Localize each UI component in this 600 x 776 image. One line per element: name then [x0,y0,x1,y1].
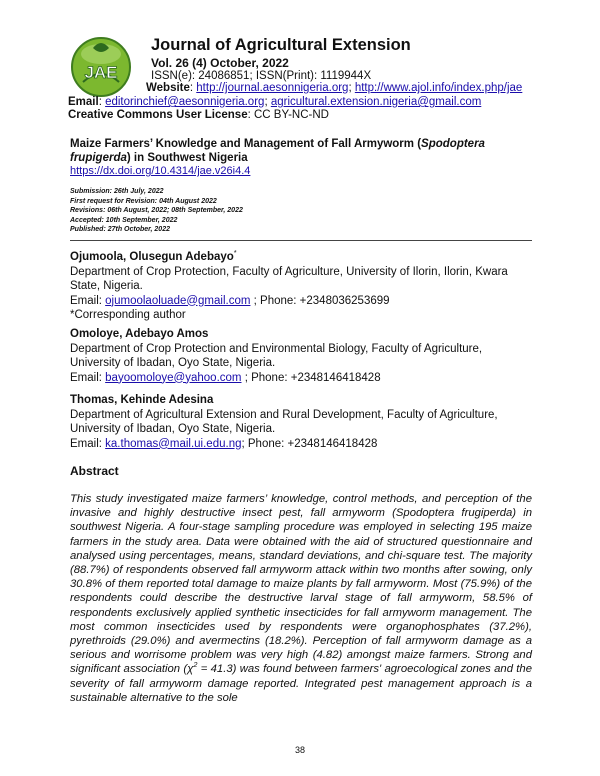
author-block [70,393,532,451]
abstract-body [70,492,532,705]
author-phone: ; Phone: +2348146418428 [241,437,378,450]
abstract-text-1: This study investigated maize farmers’ knowledge, control methods, and perception of the invasive and highly destructive insect pest, fall armyworm (Spodoptera frugiperda) in southwest Nigeria. A four-stage sampling procedure was employed in selecting 195 maize farmers in the study area. Data were obtained with the aid of structured questionnaire and analysed using percentages, means, standard deviations, and chi-square test. The majority (88.7%) of respondents observed fall armyworm attack within two months after sowing, only 30.8% of them reported total damage to maize plants by fall armyworm. Most (75.9%) of the respondents could describe the destructive larval stage of fall armyworm, 58.5% of respondents exclusively applied synthetic insecticides for fall armyworm management. The most common insecticides used by respondents were organophosphates (37.2%), pyrethroids (29.0%) and avermectins (18.2%). Perception of fall armyworm damage as a serious and worrisome problem was very high (4.82) amongst maize farmers. Strong and significant association (χ [70,493,532,676]
author-name: Thomas, Kehinde Adesina [70,394,214,406]
article-title [70,138,540,165]
article-dates [70,187,243,235]
email-line [68,96,481,108]
title-part2: ) in Southwest Nigeria [126,151,248,164]
author-email-label: Email: [70,294,106,307]
website-line [146,82,522,94]
license-value: : CC BY-NC-ND [247,109,329,121]
email-mid: ; [264,96,271,108]
license-label: Creative Commons User License [68,109,248,121]
title-species: Spodoptera frupigerda [70,138,485,164]
author-phone: ; Phone: +2348146418428 [241,371,381,384]
author-phone: ; Phone: +2348036253699 [250,294,390,307]
date-accepted: Accepted: 10th September, 2022 [70,216,178,224]
issn: ISSN(e): 24086851; ISSN(Print): 1119944X [151,70,372,82]
corresponding-marker: * [233,248,237,258]
author-affiliation: Department of Crop Protection, Faculty of Agriculture, University of Ilorin, Ilorin, Kwara State, Nigeria. [70,265,508,292]
date-published: Published: 27th October, 2022 [70,226,170,233]
volume-issue: Vol. 26 (4) October, 2022 [151,56,289,70]
email-link-1[interactable]: editorinchief@aesonnigeria.org [105,96,265,108]
date-submission: Submission: 26th July, 2022 [70,188,164,195]
author-name: Omoloye, Adebayo Amos [70,328,209,340]
page-number: 38 [294,745,305,755]
date-revisions: Revisions: 06th August, 2022; 08th September, 2022 [70,207,243,214]
author-block [70,250,532,323]
email-label: Email [68,96,99,108]
author-affiliation: Department of Crop Protection and Environmental Biology, Faculty of Agriculture, University of Ibadan, Oyo State, Nigeria. [70,342,483,369]
author-block [70,327,532,385]
logo-text: JAE [84,63,118,82]
divider [70,240,532,241]
doi-link[interactable]: https://dx.doi.org/10.4314/jae.v26i4.4 [70,165,251,177]
author-email-label: Email: [70,437,106,450]
abstract-text-2: = 41.3) was found between farmers' agroecological zones and the severity of fall armyworm damage reported. Integrated pest management approach is a sustainable alternative to the sole [70,663,532,704]
journal-logo [71,36,131,98]
author-affiliation: Department of Agricultural Extension and Rural Development, Faculty of Agriculture, University of Ibadan, Oyo State, Nigeria. [70,408,498,435]
website-link-2[interactable]: http://www.ajol.info/index.php/jae [354,82,523,94]
website-mid: ; [348,82,355,94]
date-first-request: First request for Revision: 04th August 2022 [70,197,217,205]
abstract-heading: Abstract [70,464,119,478]
author-name: Ojumoola, Olusegun Adebayo [70,251,234,263]
chi-square-sup: 2 [193,660,198,670]
corresponding-note: *Corresponding author [70,309,186,321]
license-line [68,109,329,121]
website-sep: : [189,82,197,94]
website-link-1[interactable]: http://journal.aesonnigeria.org [196,82,349,94]
website-label: Website [146,82,190,94]
email-link-2[interactable]: agricultural.extension.nigeria@gmail.com [270,96,482,108]
author-email[interactable]: ojumoolaoluade@gmail.com [105,294,251,307]
journal-title: Journal of Agricultural Extension [151,36,411,54]
author-email[interactable]: ka.thomas@mail.ui.edu.ng [105,437,242,450]
title-part1: Maize Farmers’ Knowledge and Management of Fall Armyworm ( [70,138,422,150]
author-email-label: Email: [70,371,106,384]
author-email[interactable]: bayoomoloye@yahoo.com [105,371,242,384]
email-sep: : [98,96,106,108]
